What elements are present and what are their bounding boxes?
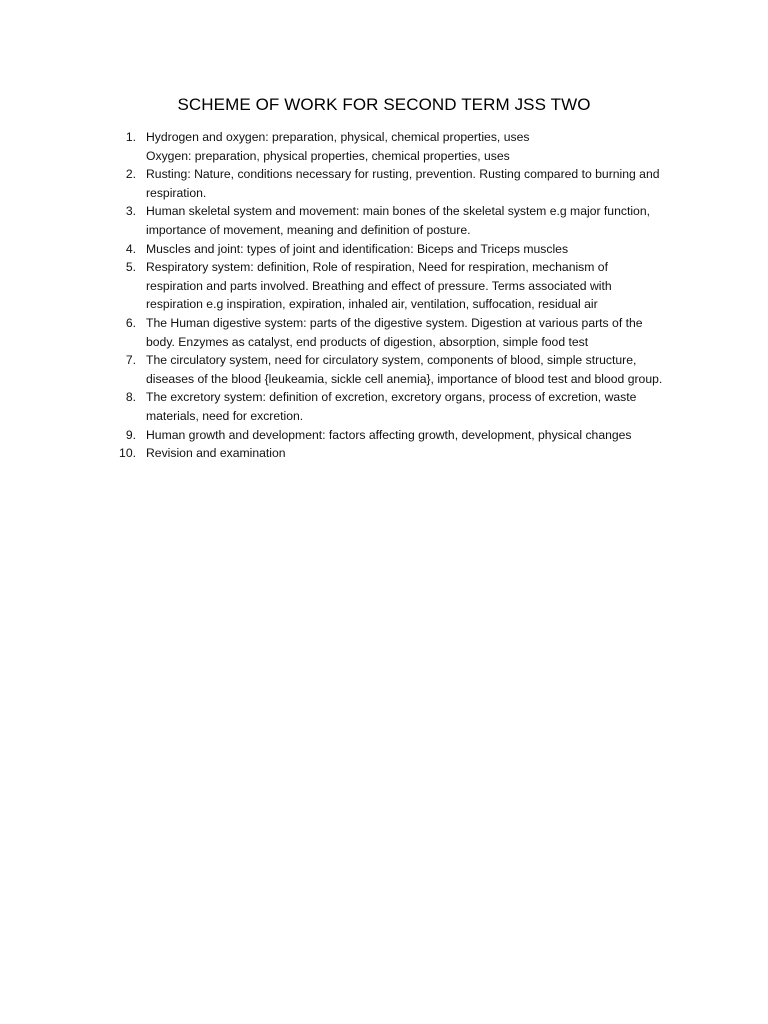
item-line: respiration and parts involved. Breathing and effect of pressure. Terms associated with bbox=[146, 278, 612, 293]
item-text bbox=[136, 426, 684, 445]
list-item-8 bbox=[104, 388, 684, 425]
item-line: diseases of the blood {leukeamia, sickle cell anemia}, importance of blood test and blood group. bbox=[146, 371, 663, 386]
list-item-9 bbox=[104, 426, 684, 445]
item-line: Muscles and joint: types of joint and identification: Biceps and Triceps muscles bbox=[146, 241, 569, 256]
item-text bbox=[136, 165, 684, 202]
item-number: 1. bbox=[125, 130, 136, 144]
item-text bbox=[136, 388, 684, 425]
item-line: Respiratory system: definition, Role of respiration, Need for respiration, mechanism of bbox=[146, 260, 608, 275]
item-line: The circulatory system, need for circulatory system, components of blood, simple structure, bbox=[146, 353, 637, 368]
list-item-5 bbox=[104, 258, 684, 314]
item-line: Rusting: Nature, conditions necessary for rusting, prevention. Rusting compared to burning and bbox=[146, 167, 660, 182]
item-line: The Human digestive system: parts of the digestive system. Digestion at various parts of the bbox=[146, 315, 643, 330]
list-item-3 bbox=[104, 202, 684, 239]
item-text bbox=[136, 128, 684, 165]
item-line: Hydrogen and oxygen: preparation, physical, chemical properties, uses bbox=[146, 130, 530, 144]
item-text bbox=[136, 314, 684, 351]
list-item-10 bbox=[104, 444, 684, 463]
item-text bbox=[136, 258, 684, 314]
item-number: 10. bbox=[119, 446, 136, 461]
item-number: 7. bbox=[125, 353, 136, 368]
item-number: 6. bbox=[125, 315, 136, 330]
item-number: 3. bbox=[125, 204, 136, 219]
item-text bbox=[136, 202, 684, 239]
item-line: respiration e.g inspiration, expiration, inhaled air, ventilation, suffocation, residual air bbox=[146, 297, 598, 312]
item-text bbox=[136, 444, 684, 463]
item-text bbox=[136, 240, 684, 259]
list-item-6 bbox=[104, 314, 684, 351]
item-line: materials, need for excretion. bbox=[146, 408, 304, 423]
list-item-2 bbox=[104, 165, 684, 202]
item-line: The excretory system: definition of excretion, excretory organs, process of excretion, waste bbox=[146, 390, 637, 405]
list-item-1 bbox=[104, 128, 684, 165]
item-line: respiration. bbox=[146, 185, 207, 200]
item-number: 4. bbox=[125, 241, 136, 256]
list-item-4 bbox=[104, 240, 684, 259]
item-line: body. Enzymes as catalyst, end products of digestion, absorption, simple food test bbox=[146, 334, 589, 349]
item-number: 9. bbox=[125, 427, 136, 442]
item-line: Human growth and development: factors affecting growth, development, physical changes bbox=[146, 427, 632, 442]
item-line: Oxygen: preparation, physical properties, chemical properties, uses bbox=[146, 148, 510, 163]
item-line: Revision and examination bbox=[146, 446, 286, 461]
item-number: 2. bbox=[125, 167, 136, 182]
item-number: 8. bbox=[125, 390, 136, 405]
list-item-7 bbox=[104, 351, 684, 388]
item-number: 5. bbox=[125, 260, 136, 275]
item-line: Human skeletal system and movement: main bones of the skeletal system e.g major function, bbox=[146, 204, 650, 219]
document-title: SCHEME OF WORK FOR SECOND TERM JSS TWO bbox=[177, 95, 591, 114]
item-line: importance of movement, meaning and definition of posture. bbox=[146, 222, 471, 237]
scheme-of-work-list bbox=[104, 128, 684, 463]
item-text bbox=[136, 351, 684, 388]
